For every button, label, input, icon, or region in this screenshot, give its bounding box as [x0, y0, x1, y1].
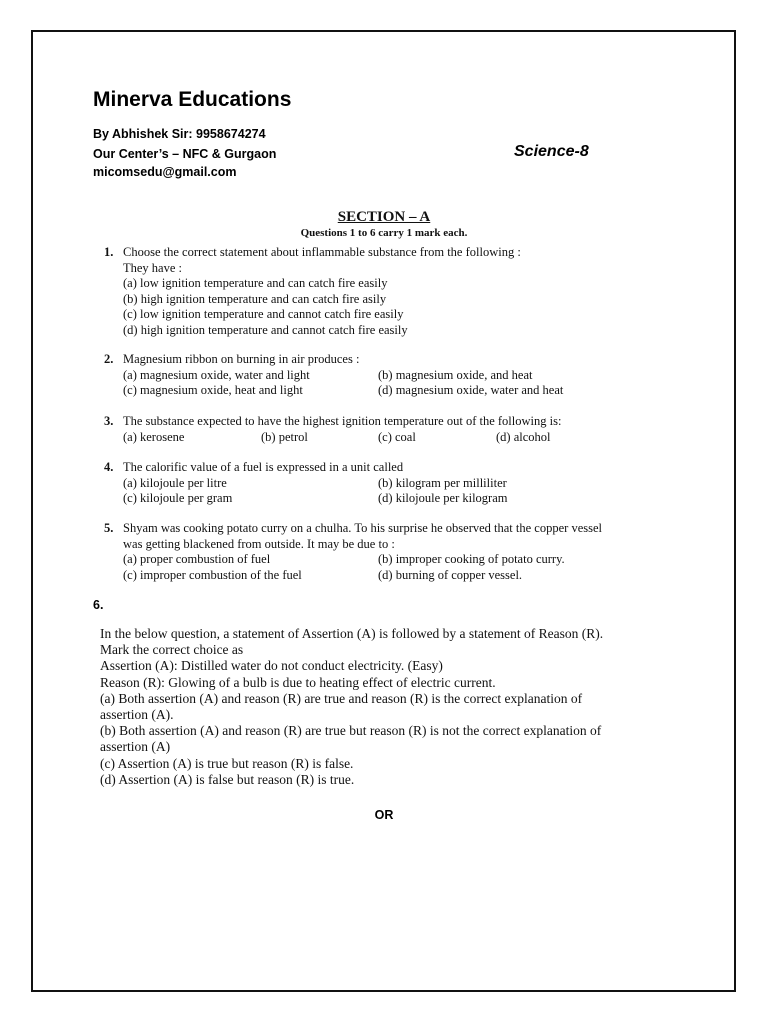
option-d: (d) Assertion (A) is false but reason (R) is true.	[100, 771, 355, 787]
option-b: (b) petrol	[261, 429, 308, 444]
option-d: (d) magnesium oxide, water and heat	[378, 383, 564, 397]
brand-title: Minerva Educations	[93, 88, 292, 111]
subject-label: Science-8	[514, 143, 589, 160]
option-b: (b) high ignition temperature and can catch fire asily	[123, 291, 387, 306]
option-a-continued: assertion (A).	[100, 707, 174, 723]
question-1	[104, 245, 684, 338]
question-number: 4.	[104, 460, 114, 474]
email-line: micomsedu@gmail.com	[93, 165, 237, 179]
option-b: (b) Both assertion (A) and reason (R) are true but reason (R) is not the correct explanation of	[100, 723, 602, 739]
option-d: (d) kilojoule per kilogram	[378, 491, 508, 505]
question-text: Magnesium ribbon on burning in air produces :	[123, 352, 360, 366]
question-text: They have :	[123, 260, 183, 275]
option-a: (a) magnesium oxide, water and light	[123, 367, 310, 382]
option-c: (c) improper combustion of the fuel	[123, 567, 302, 582]
question-number: 6.	[93, 598, 104, 612]
question-text: was getting blackened from outside. It may be due to :	[123, 536, 395, 551]
option-b: (b) improper cooking of potato curry.	[378, 552, 565, 566]
section-subtitle: Questions 1 to 6 carry 1 mark each.	[300, 227, 468, 239]
reason-text: Reason (R): Glowing of a bulb is due to heating effect of electric current.	[100, 674, 496, 690]
option-d: (d) alcohol	[496, 429, 551, 444]
question-2	[104, 352, 684, 399]
question-4	[104, 460, 684, 507]
section-title: SECTION – A	[337, 209, 431, 225]
option-d: (d) burning of copper vessel.	[378, 567, 523, 582]
question-number: 3.	[104, 414, 114, 428]
question-number: 2.	[104, 352, 114, 366]
center-line: Our Center’s – NFC & Gurgaon	[93, 147, 277, 161]
option-a: (a) Both assertion (A) and reason (R) are true and reason (R) is the correct explanation of	[100, 690, 583, 706]
option-a: (a) low ignition temperature and can catch fire easily	[123, 276, 388, 290]
option-a: (a) proper combustion of fuel	[123, 552, 271, 566]
option-c: (c) coal	[378, 429, 416, 444]
question-text: The substance expected to have the highest ignition temperature out of the following is:	[123, 414, 562, 428]
option-c: (c) magnesium oxide, heat and light	[123, 383, 303, 397]
question-text: Choose the correct statement about inflammable substance from the following :	[123, 245, 521, 259]
question-5	[104, 521, 684, 583]
author-line: By Abhishek Sir: 9958674274	[93, 127, 266, 141]
option-b: (b) kilogram per milliliter	[378, 475, 507, 490]
option-a: (a) kerosene	[123, 429, 185, 444]
option-c: (c) Assertion (A) is true but reason (R) is false.	[100, 755, 354, 771]
option-b: (b) magnesium oxide, and heat	[378, 367, 533, 382]
question-3	[104, 414, 684, 445]
option-c: (c) kilojoule per gram	[123, 491, 233, 505]
question-text: In the below question, a statement of Assertion (A) is followed by a statement of Reason (R).	[100, 626, 604, 641]
question-text: The calorific value of a fuel is expressed in a unit called	[123, 460, 404, 474]
question-6	[100, 626, 680, 788]
option-b-continued: assertion (A)	[100, 739, 171, 755]
assertion-text: Assertion (A): Distilled water do not conduct electricity. (Easy)	[100, 658, 443, 674]
question-number: 5.	[104, 521, 114, 535]
or-label: OR	[374, 808, 394, 822]
option-c: (c) low ignition temperature and cannot catch fire easily	[123, 307, 404, 321]
question-text: Shyam was cooking potato curry on a chulha. To his surprise he observed that the copper vessel	[123, 521, 602, 535]
option-a: (a) kilojoule per litre	[123, 475, 227, 490]
question-text: Mark the correct choice as	[100, 642, 244, 658]
question-number: 1.	[104, 245, 114, 259]
option-d: (d) high ignition temperature and cannot catch fire easily	[123, 322, 408, 337]
